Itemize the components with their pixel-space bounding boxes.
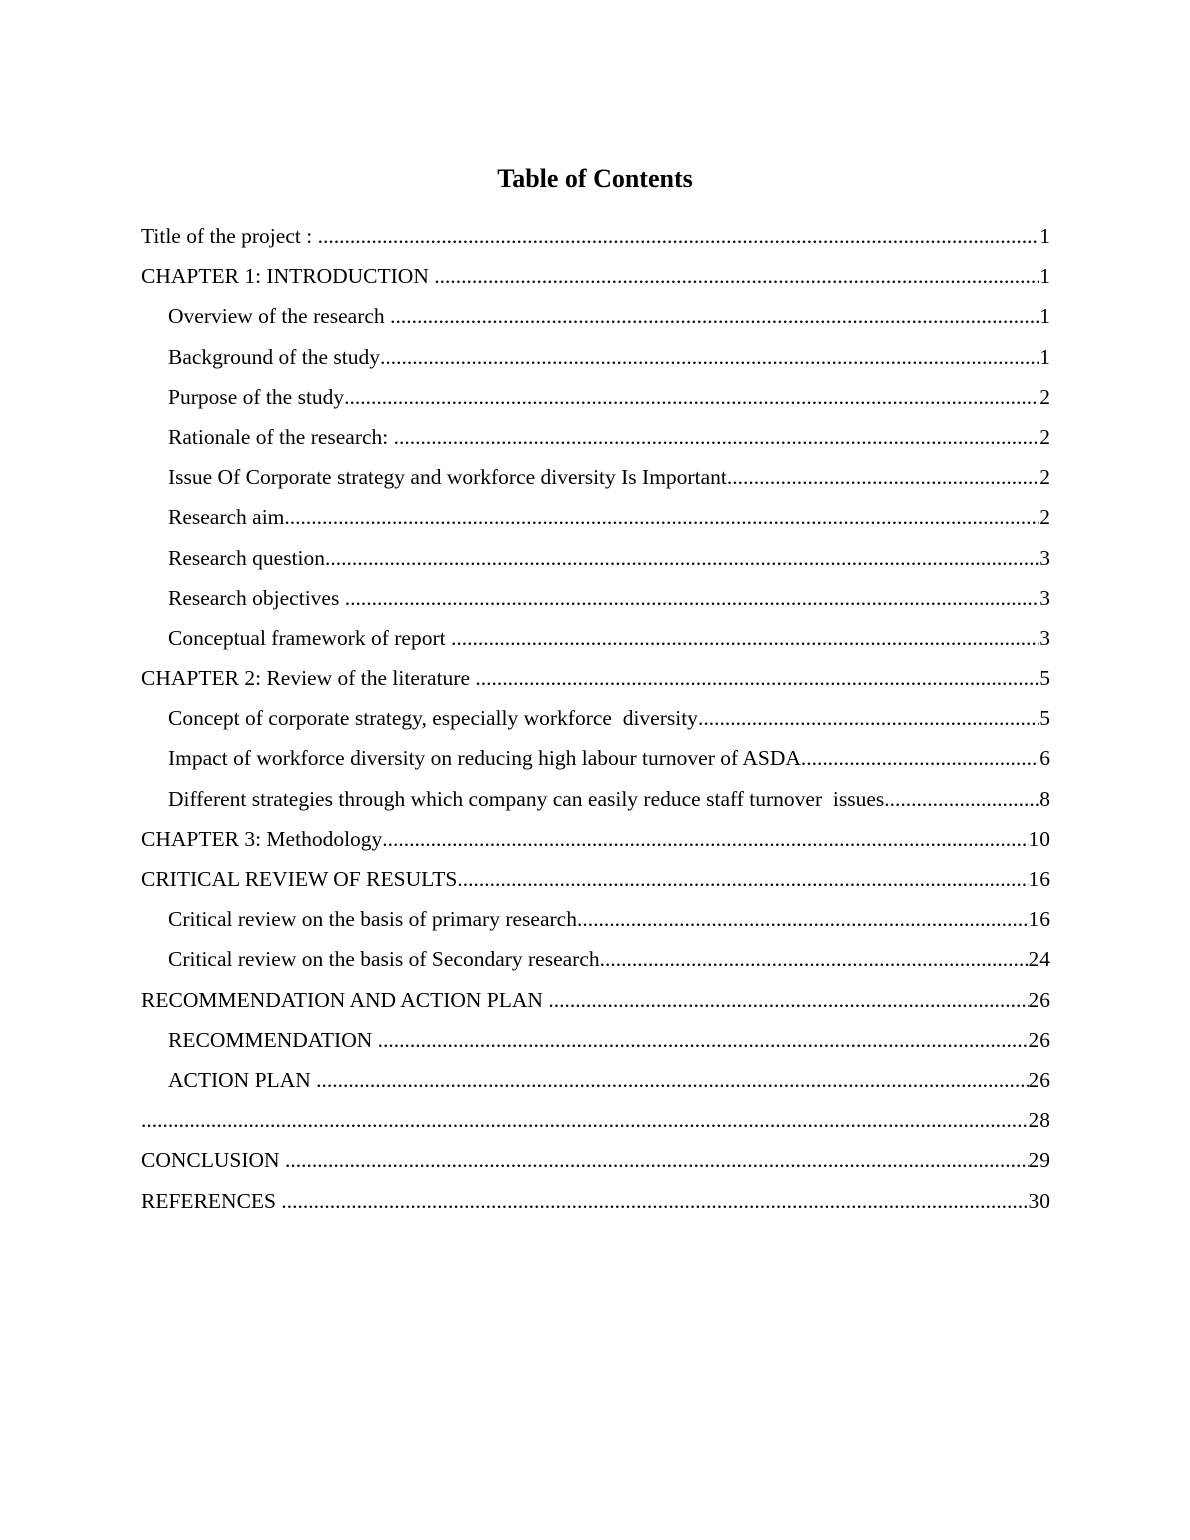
toc-entry[interactable] (141, 220, 1050, 260)
toc-page-number: 24 (1028, 947, 1050, 972)
toc-dot-leader (600, 943, 1029, 975)
toc-dot-leader (284, 501, 1039, 533)
toc-dot-leader (281, 1185, 1028, 1217)
toc-page-number: 2 (1039, 465, 1050, 490)
toc-entry-label: Research aim (168, 505, 285, 530)
toc-entry[interactable] (141, 461, 1050, 501)
toc-dot-leader (316, 1064, 1028, 1096)
toc-page-number: 2 (1039, 384, 1050, 409)
toc-page-number: 1 (1039, 344, 1050, 369)
toc-page-number: 5 (1039, 706, 1050, 731)
toc-entry[interactable] (141, 622, 1050, 662)
toc-entry[interactable] (141, 742, 1050, 782)
toc-page-number: 3 (1039, 625, 1050, 650)
toc-heading: Table of Contents (497, 164, 693, 193)
toc-dot-leader (285, 1144, 1029, 1176)
toc-dot-leader (884, 783, 1039, 815)
toc-entry[interactable] (141, 542, 1050, 582)
toc-entry[interactable] (141, 421, 1050, 461)
toc-page-number: 30 (1028, 1188, 1050, 1213)
toc-entry[interactable] (141, 381, 1050, 421)
toc-entry-label: Overview of the research (168, 304, 391, 329)
toc-entry-label: Critical review on the basis of Secondary research (168, 947, 600, 972)
toc-page-number: 1 (1039, 264, 1050, 289)
toc-entry[interactable] (141, 501, 1050, 541)
toc-page-number: 10 (1028, 826, 1050, 851)
toc-entry-label: CRITICAL REVIEW OF RESULTS (141, 867, 458, 891)
toc-page-number: 3 (1039, 585, 1050, 610)
toc-entry[interactable] (141, 943, 1050, 983)
toc-entry-label: CHAPTER 2: Review of the literature (141, 666, 476, 691)
toc-dot-leader (577, 903, 1029, 935)
toc-entry[interactable] (141, 984, 1050, 1024)
toc-entry-label: Rationale of the research: (168, 424, 394, 449)
toc-dot-leader (451, 622, 1039, 654)
toc-dot-leader (727, 461, 1039, 493)
toc-entry-label: Impact of workforce diversity on reducing high labour turnover of ASDA (168, 746, 801, 771)
toc-entry-label: Concept of corporate strategy, especially workforce diversity (168, 706, 698, 731)
toc-page-number: 16 (1028, 867, 1050, 891)
toc-entry-label: ACTION PLAN (168, 1067, 317, 1092)
toc-page-number: 26 (1028, 1067, 1050, 1092)
toc-dot-leader (378, 1024, 1029, 1056)
toc-page-number: 2 (1039, 505, 1050, 530)
toc-page-number: 2 (1039, 424, 1050, 449)
toc-dot-leader (548, 984, 1028, 1016)
toc-page-number: 3 (1039, 545, 1050, 570)
toc-page-number: 29 (1028, 1148, 1050, 1173)
toc-entry-label: Issue Of Corporate strategy and workforce diversity Is Important (168, 465, 727, 490)
toc-dot-leader (345, 582, 1040, 614)
toc-entry[interactable] (141, 260, 1050, 300)
toc-page-number: 1 (1039, 304, 1050, 329)
toc-entry-label: REFERENCES (141, 1188, 282, 1213)
toc-dot-leader (390, 300, 1039, 332)
toc-page-number: 26 (1028, 987, 1050, 1012)
toc-page-number: 26 (1028, 1027, 1050, 1052)
toc-dot-leader (382, 823, 1028, 855)
toc-entry[interactable] (141, 1064, 1050, 1104)
toc-dot-leader (325, 542, 1039, 574)
toc-entry-label: RECOMMENDATION (168, 1027, 378, 1052)
toc-entry[interactable] (141, 1185, 1050, 1225)
toc-entry-label: Background of the study (168, 344, 380, 369)
toc-entry-label: Conceptual framework of report (168, 625, 451, 650)
toc-dot-leader (318, 220, 1040, 252)
toc-dot-leader (475, 662, 1039, 694)
toc-entry[interactable] (141, 582, 1050, 622)
toc-entry[interactable] (141, 823, 1050, 863)
toc-entry-label: Title of the project : (141, 224, 318, 248)
toc-entry-label: CHAPTER 3: Methodology (141, 826, 383, 851)
toc-dot-leader (457, 863, 1028, 895)
toc-entry[interactable] (141, 783, 1050, 823)
toc-dot-leader (141, 1104, 1029, 1136)
toc-list (141, 220, 1050, 1225)
toc-entry[interactable] (141, 903, 1050, 943)
toc-entry[interactable] (141, 1104, 1050, 1144)
toc-page-number: 28 (1028, 1108, 1050, 1133)
toc-entry[interactable] (141, 1024, 1050, 1064)
toc-page-number: 1 (1039, 224, 1050, 248)
toc-entry-label: Research objectives (168, 585, 345, 610)
toc-page-number: 8 (1039, 786, 1050, 811)
toc-entry-label: Research question (168, 545, 326, 570)
toc-entry-label: Different strategies through which company can easily reduce staff turnover issues (168, 786, 885, 811)
toc-entry[interactable] (141, 300, 1050, 340)
toc-dot-leader (394, 421, 1040, 453)
toc-entry[interactable] (141, 702, 1050, 742)
toc-dot-leader (380, 341, 1039, 373)
toc-entry[interactable] (141, 341, 1050, 381)
toc-entry[interactable] (141, 863, 1050, 903)
toc-entry-label: Critical review on the basis of primary research (168, 907, 577, 932)
toc-dot-leader (434, 260, 1039, 292)
toc-dot-leader (344, 381, 1039, 413)
toc-dot-leader (801, 742, 1039, 774)
toc-dot-leader (698, 702, 1039, 734)
toc-entry-label: CONCLUSION (141, 1148, 285, 1173)
toc-page-number: 6 (1039, 746, 1050, 771)
toc-page-number: 16 (1028, 907, 1050, 932)
toc-entry-label: Purpose of the study (168, 384, 345, 409)
toc-entry[interactable] (141, 662, 1050, 702)
toc-entry[interactable] (141, 1144, 1050, 1184)
toc-entry-label: CHAPTER 1: INTRODUCTION (141, 264, 435, 289)
toc-page-number: 5 (1039, 666, 1050, 691)
toc-entry-label: RECOMMENDATION AND ACTION PLAN (141, 987, 549, 1012)
